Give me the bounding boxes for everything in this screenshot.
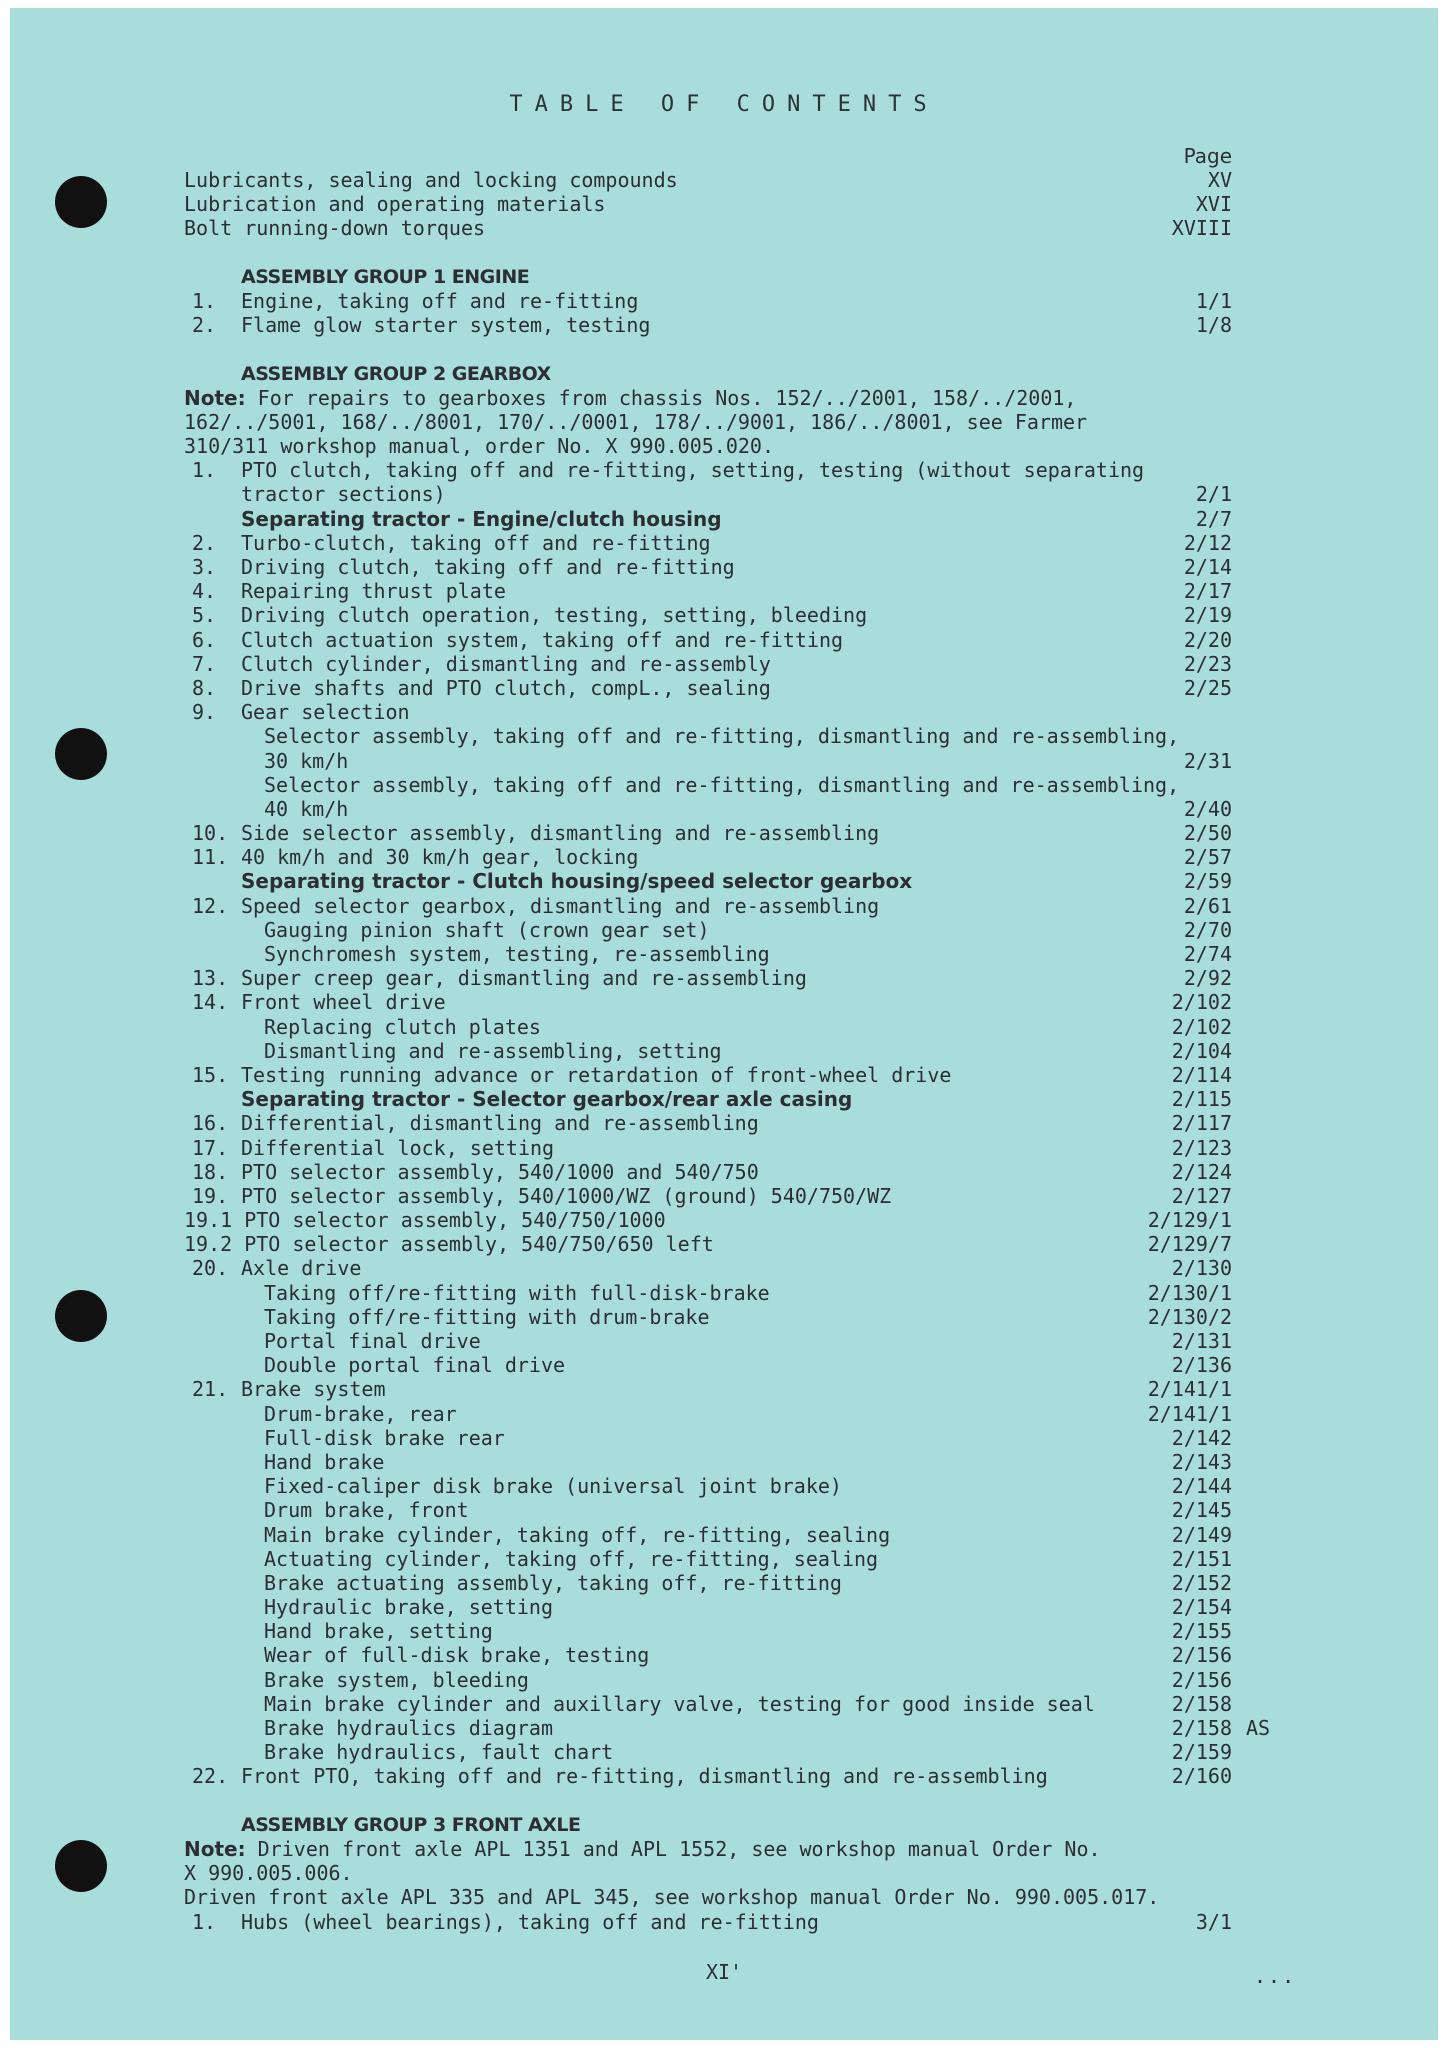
toc-entry <box>184 1136 1274 1160</box>
entry-page: 2/154 <box>1171 1595 1232 1620</box>
entry-number: 1. <box>192 1909 217 1934</box>
toc-entry <box>184 990 1274 1014</box>
entry-page: 2/25 <box>1183 675 1232 700</box>
entry-page: 2/20 <box>1183 627 1232 652</box>
entry-title: Differential, dismantling and re-assembling <box>241 1111 759 1136</box>
entry-title: Selector assembly, taking off and re-fitting, dismantling and re-assembling, <box>264 724 1180 749</box>
entry-page: 2/17 <box>1183 579 1232 604</box>
toc-entry <box>184 289 1274 313</box>
entry-page: 2/152 <box>1171 1570 1232 1595</box>
entry-page: 2/130 <box>1171 1256 1232 1281</box>
entry-page: 2/130/1 <box>1147 1280 1232 1305</box>
entry-title: 19.1 PTO selector assembly, 540/750/1000 <box>184 1208 666 1233</box>
toc-entry <box>184 1643 1274 1667</box>
toc-entry <box>184 1111 1274 1135</box>
entry-title: Speed selector gearbox, dismantling and re-assembling <box>241 893 880 918</box>
note-text: X 990.005.006. <box>184 1861 353 1886</box>
entry-title: Brake system <box>241 1377 386 1402</box>
entry-page: 2/7 <box>1195 506 1232 531</box>
note-line <box>184 410 1274 434</box>
entry-title: Driving clutch operation, testing, setting, bleeding <box>241 603 868 628</box>
toc-entry <box>184 1402 1274 1426</box>
entry-page: 2/57 <box>1183 845 1232 870</box>
toc-entry <box>184 845 1274 869</box>
toc-entry <box>184 216 1274 240</box>
entry-page: 2/19 <box>1183 603 1232 628</box>
entry-page: 2/141/1 <box>1147 1401 1232 1426</box>
entry-title: tractor sections) <box>241 482 446 507</box>
entry-title: Drum brake, front <box>264 1498 469 1523</box>
toc-entry <box>184 966 1274 990</box>
entry-page: 2/74 <box>1183 942 1232 966</box>
punch-hole <box>55 728 107 780</box>
entry-page: XVIII <box>1171 216 1232 241</box>
entry-title: Brake actuating assembly, taking off, re-fitting <box>264 1570 842 1595</box>
toc-entry <box>184 797 1274 821</box>
entry-page: 2/155 <box>1171 1619 1232 1644</box>
note-text: Note: Driven front axle APL 1351 and APL 1552, see workshop manual Order No. <box>184 1836 1101 1861</box>
toc-entry <box>184 555 1274 579</box>
entry-page: 2/127 <box>1171 1183 1232 1208</box>
entry-title: ASSEMBLY GROUP 1 ENGINE <box>241 265 530 288</box>
entry-title: Engine, taking off and re-fitting <box>241 288 639 313</box>
entry-title: Bolt running-down torques <box>184 216 486 241</box>
entry-page: 2/23 <box>1183 651 1232 676</box>
entry-title: Main brake cylinder and auxillary valve, testing for good inside seal <box>264 1691 1095 1716</box>
entry-page: 2/129/1 <box>1147 1208 1232 1233</box>
toc-entry <box>184 1450 1274 1474</box>
punch-hole <box>55 176 107 228</box>
entry-title: Taking off/re-fitting with drum-brake <box>264 1304 710 1329</box>
entry-number: 17. <box>192 1135 229 1160</box>
toc-entry <box>184 1232 1274 1256</box>
entry-page: 2/92 <box>1183 966 1232 991</box>
entry-title: Testing running advance or retardation of front-wheel drive <box>241 1062 952 1087</box>
toc-entry <box>184 1474 1274 1498</box>
entry-title: Double portal final drive <box>264 1353 566 1378</box>
toc-entry <box>184 1256 1274 1280</box>
entry-number: 19. <box>192 1183 229 1208</box>
entry-number: 4. <box>192 579 217 604</box>
entry-title: Hydraulic brake, setting <box>264 1595 553 1620</box>
entry-title: Portal final drive <box>264 1329 481 1353</box>
note-text: Note: For repairs to gearboxes from chassis Nos. 152/../2001, 158/../2001, <box>184 385 1077 410</box>
entry-title: Brake hydraulics diagram <box>264 1716 553 1740</box>
entry-page: 2/115 <box>1171 1087 1232 1112</box>
toc-entry <box>184 918 1274 942</box>
toc-entry <box>184 869 1274 893</box>
entry-number: 12. <box>192 893 229 918</box>
entry-number: 15. <box>192 1062 229 1087</box>
entry-page: 2/158 <box>1171 1716 1232 1740</box>
page-number: XI' <box>705 1960 743 1984</box>
toc-entry <box>184 652 1274 676</box>
note-label: Note: <box>184 1836 246 1861</box>
toc-entry <box>184 362 1274 386</box>
entry-title: Hand brake, setting <box>264 1619 493 1644</box>
entry-title: Drum-brake, rear <box>264 1401 457 1426</box>
toc-entry <box>184 603 1274 627</box>
entry-title: Brake system, bleeding <box>264 1667 529 1692</box>
table-of-contents <box>184 168 1274 1934</box>
entry-number: 1. <box>192 288 217 313</box>
spacer <box>184 337 1274 361</box>
toc-entry <box>184 1039 1274 1063</box>
toc-entry <box>184 1184 1274 1208</box>
toc-entry <box>184 821 1274 845</box>
toc-entry <box>184 628 1274 652</box>
entry-page: 2/1 <box>1195 482 1232 507</box>
toc-entry <box>184 1281 1274 1305</box>
entry-number: 5. <box>192 603 217 628</box>
entry-title: Gear selection <box>241 700 410 725</box>
entry-page: 2/136 <box>1171 1353 1232 1378</box>
entry-number: 14. <box>192 990 229 1015</box>
toc-entry <box>184 1571 1274 1595</box>
entry-number: 7. <box>192 651 217 676</box>
entry-number: 9. <box>192 700 217 725</box>
entry-suffix: AS <box>1246 1716 1271 1740</box>
entry-number: 20. <box>192 1256 229 1281</box>
toc-entry <box>184 1329 1274 1353</box>
note-line <box>184 1885 1274 1909</box>
entry-page: 1/1 <box>1195 288 1232 313</box>
continuation-mark: ... <box>1254 1964 1297 1988</box>
toc-entry <box>184 1910 1274 1934</box>
entry-title: Separating tractor - Clutch housing/speed selector gearbox <box>241 869 913 894</box>
toc-entry <box>184 724 1274 748</box>
toc-entry <box>184 1377 1274 1401</box>
toc-entry <box>184 1740 1274 1764</box>
entry-page: 2/130/2 <box>1147 1304 1232 1329</box>
toc-entry <box>184 192 1274 216</box>
spacer <box>184 241 1274 265</box>
toc-entry <box>184 773 1274 797</box>
entry-number: 1. <box>192 458 217 483</box>
toc-entry <box>184 168 1274 192</box>
entry-title: Front wheel drive <box>241 990 446 1015</box>
note-line <box>184 434 1274 458</box>
entry-number: 10. <box>192 821 229 846</box>
entry-title: Fixed-caliper disk brake (universal joint brake) <box>264 1474 842 1499</box>
entry-title: Flame glow starter system, testing <box>241 313 651 338</box>
entry-title: Side selector assembly, dismantling and re-assembling <box>241 821 880 846</box>
entry-title: Wear of full-disk brake, testing <box>264 1643 650 1668</box>
entry-title: 40 km/h and 30 km/h gear, locking <box>241 845 639 870</box>
entry-title: Brake hydraulics, fault chart <box>264 1740 614 1765</box>
note-line <box>184 386 1274 410</box>
toc-entry <box>184 700 1274 724</box>
note-text: 310/311 workshop manual, order No. X 990.005.020. <box>184 434 775 459</box>
entry-title: 19.2 PTO selector assembly, 540/750/650 left <box>184 1232 714 1257</box>
entry-page: 2/61 <box>1183 893 1232 918</box>
toc-entry <box>184 265 1274 289</box>
entry-number: 2. <box>192 313 217 338</box>
entry-page: 2/59 <box>1183 869 1232 894</box>
entry-title: Separating tractor - Engine/clutch housing <box>241 506 722 531</box>
entry-number: 11. <box>192 845 229 870</box>
toc-entry <box>184 1523 1274 1547</box>
entry-page: 2/70 <box>1183 917 1232 942</box>
page-title: TABLE OF CONTENTS <box>509 92 939 117</box>
toc-entry <box>184 458 1274 482</box>
entry-number: 16. <box>192 1111 229 1136</box>
entry-title: Driving clutch, taking off and re-fitting <box>241 555 735 579</box>
toc-entry <box>184 1208 1274 1232</box>
entry-title: Clutch actuation system, taking off and re-fitting <box>241 627 844 652</box>
entry-title: Full-disk brake rear <box>264 1425 505 1450</box>
entry-title: Synchromesh system, testing, re-assembling <box>264 942 770 966</box>
toc-entry <box>184 1353 1274 1377</box>
entry-title: Differential lock, setting <box>241 1135 555 1160</box>
entry-title: Selector assembly, taking off and re-fitting, dismantling and re-assembling, <box>264 772 1180 797</box>
entry-number: 2. <box>192 530 217 555</box>
toc-entry <box>184 1716 1274 1740</box>
entry-title: Repairing thrust plate <box>241 579 506 604</box>
page-column-header: Page <box>1183 144 1232 168</box>
entry-page: 2/143 <box>1171 1449 1232 1474</box>
entry-page: 2/159 <box>1171 1740 1232 1765</box>
toc-entry <box>184 676 1274 700</box>
toc-entry <box>184 579 1274 603</box>
toc-entry <box>184 313 1274 337</box>
note-line <box>184 1837 1274 1861</box>
entry-page: 2/145 <box>1171 1498 1232 1523</box>
entry-page: 2/124 <box>1171 1159 1232 1184</box>
entry-title: Axle drive <box>241 1256 362 1281</box>
entry-title: Replacing clutch plates <box>264 1014 541 1039</box>
toc-entry <box>184 1160 1274 1184</box>
entry-page: 2/114 <box>1171 1062 1232 1087</box>
entry-page: 2/104 <box>1171 1038 1232 1063</box>
entry-page: 2/156 <box>1171 1643 1232 1668</box>
entry-title: Turbo-clutch, taking off and re-fitting <box>241 530 711 555</box>
entry-page: 2/144 <box>1171 1474 1232 1499</box>
toc-entry <box>184 1305 1274 1329</box>
entry-page: 2/123 <box>1171 1135 1232 1160</box>
entry-page: 2/117 <box>1171 1111 1232 1136</box>
entry-page: 2/141/1 <box>1147 1377 1232 1402</box>
entry-title: PTO selector assembly, 540/1000/WZ (ground) 540/750/WZ <box>241 1183 892 1208</box>
entry-page: 2/129/7 <box>1147 1232 1232 1257</box>
entry-page: 2/102 <box>1171 990 1232 1015</box>
entry-title: Main brake cylinder, taking off, re-fitting, sealing <box>264 1522 891 1547</box>
toc-entry <box>184 942 1274 966</box>
entry-title: Front PTO, taking off and re-fitting, dismantling and re-assembling <box>241 1764 1048 1789</box>
entry-title: Hand brake <box>264 1449 385 1474</box>
entry-number: 3. <box>192 555 217 579</box>
entry-page: 2/31 <box>1183 748 1232 773</box>
entry-page: XV <box>1207 168 1232 192</box>
entry-title: 30 km/h <box>264 748 349 773</box>
entry-page: 2/14 <box>1183 555 1232 579</box>
note-line <box>184 1861 1274 1885</box>
entry-title: Clutch cylinder, dismantling and re-assembly <box>241 651 771 676</box>
entry-title: Taking off/re-fitting with full-disk-brake <box>264 1280 770 1305</box>
punch-hole <box>55 1840 107 1892</box>
toc-entry <box>184 1426 1274 1450</box>
toc-entry <box>184 1668 1274 1692</box>
note-text: Driven front axle APL 335 and APL 345, see workshop manual Order No. 990.005.017. <box>184 1885 1160 1910</box>
toc-entry <box>184 1087 1274 1111</box>
entry-title: PTO clutch, taking off and re-fitting, setting, testing (without separating <box>241 458 1145 483</box>
entry-number: 13. <box>192 966 229 991</box>
entry-title: Separating tractor - Selector gearbox/rear axle casing <box>241 1087 853 1112</box>
spacer <box>184 1789 1274 1813</box>
toc-entry <box>184 1595 1274 1619</box>
toc-entry <box>184 749 1274 773</box>
punch-hole <box>55 1290 107 1342</box>
toc-entry <box>184 1063 1274 1087</box>
entry-page: 2/158 <box>1171 1691 1232 1716</box>
entry-page: 2/160 <box>1171 1764 1232 1789</box>
entry-title: Actuating cylinder, taking off, re-fitting, sealing <box>264 1546 879 1571</box>
entry-number: 22. <box>192 1764 229 1789</box>
toc-entry <box>184 1692 1274 1716</box>
toc-entry <box>184 1498 1274 1522</box>
entry-title: Super creep gear, dismantling and re-assembling <box>241 966 807 991</box>
toc-entry <box>184 1547 1274 1571</box>
toc-entry <box>184 894 1274 918</box>
entry-number: 21. <box>192 1377 229 1402</box>
entry-title: Dismantling and re-assembling, setting <box>264 1038 722 1063</box>
entry-title: Gauging pinion shaft (crown gear set) <box>264 917 710 942</box>
entry-title: Lubricants, sealing and locking compounds <box>184 168 678 192</box>
toc-entry <box>184 482 1274 506</box>
entry-page: 2/40 <box>1183 796 1232 821</box>
entry-page: 2/156 <box>1171 1667 1232 1692</box>
entry-title: PTO selector assembly, 540/1000 and 540/750 <box>241 1159 759 1184</box>
entry-title: Lubrication and operating materials <box>184 192 606 217</box>
note-text: 162/../5001, 168/../8001, 170/../0001, 178/../9001, 186/../8001, see Farmer <box>184 409 1088 434</box>
entry-page: 2/50 <box>1183 821 1232 846</box>
toc-entry <box>184 1619 1274 1643</box>
toc-entry <box>184 1764 1274 1788</box>
entry-title: ASSEMBLY GROUP 3 FRONT AXLE <box>241 1813 581 1836</box>
entry-number: 8. <box>192 675 217 700</box>
toc-entry <box>184 1813 1274 1837</box>
entry-page: 1/8 <box>1195 313 1232 338</box>
entry-page: 2/12 <box>1183 530 1232 555</box>
entry-page: 3/1 <box>1195 1909 1232 1934</box>
toc-entry <box>184 1015 1274 1039</box>
entry-title: ASSEMBLY GROUP 2 GEARBOX <box>241 362 551 385</box>
entry-title: Hubs (wheel bearings), taking off and re-fitting <box>241 1909 819 1934</box>
note-label: Note: <box>184 385 246 410</box>
entry-number: 18. <box>192 1159 229 1184</box>
entry-page: 2/151 <box>1171 1546 1232 1571</box>
entry-page: 2/149 <box>1171 1522 1232 1547</box>
toc-entry <box>184 507 1274 531</box>
entry-page: 2/102 <box>1171 1014 1232 1039</box>
entry-page: 2/131 <box>1171 1329 1232 1353</box>
entry-title: 40 km/h <box>264 796 349 821</box>
entry-page: 2/142 <box>1171 1425 1232 1450</box>
entry-page: XVI <box>1195 192 1232 217</box>
toc-entry <box>184 531 1274 555</box>
entry-title: Drive shafts and PTO clutch, compL., sealing <box>241 675 771 700</box>
entry-number: 6. <box>192 627 217 652</box>
